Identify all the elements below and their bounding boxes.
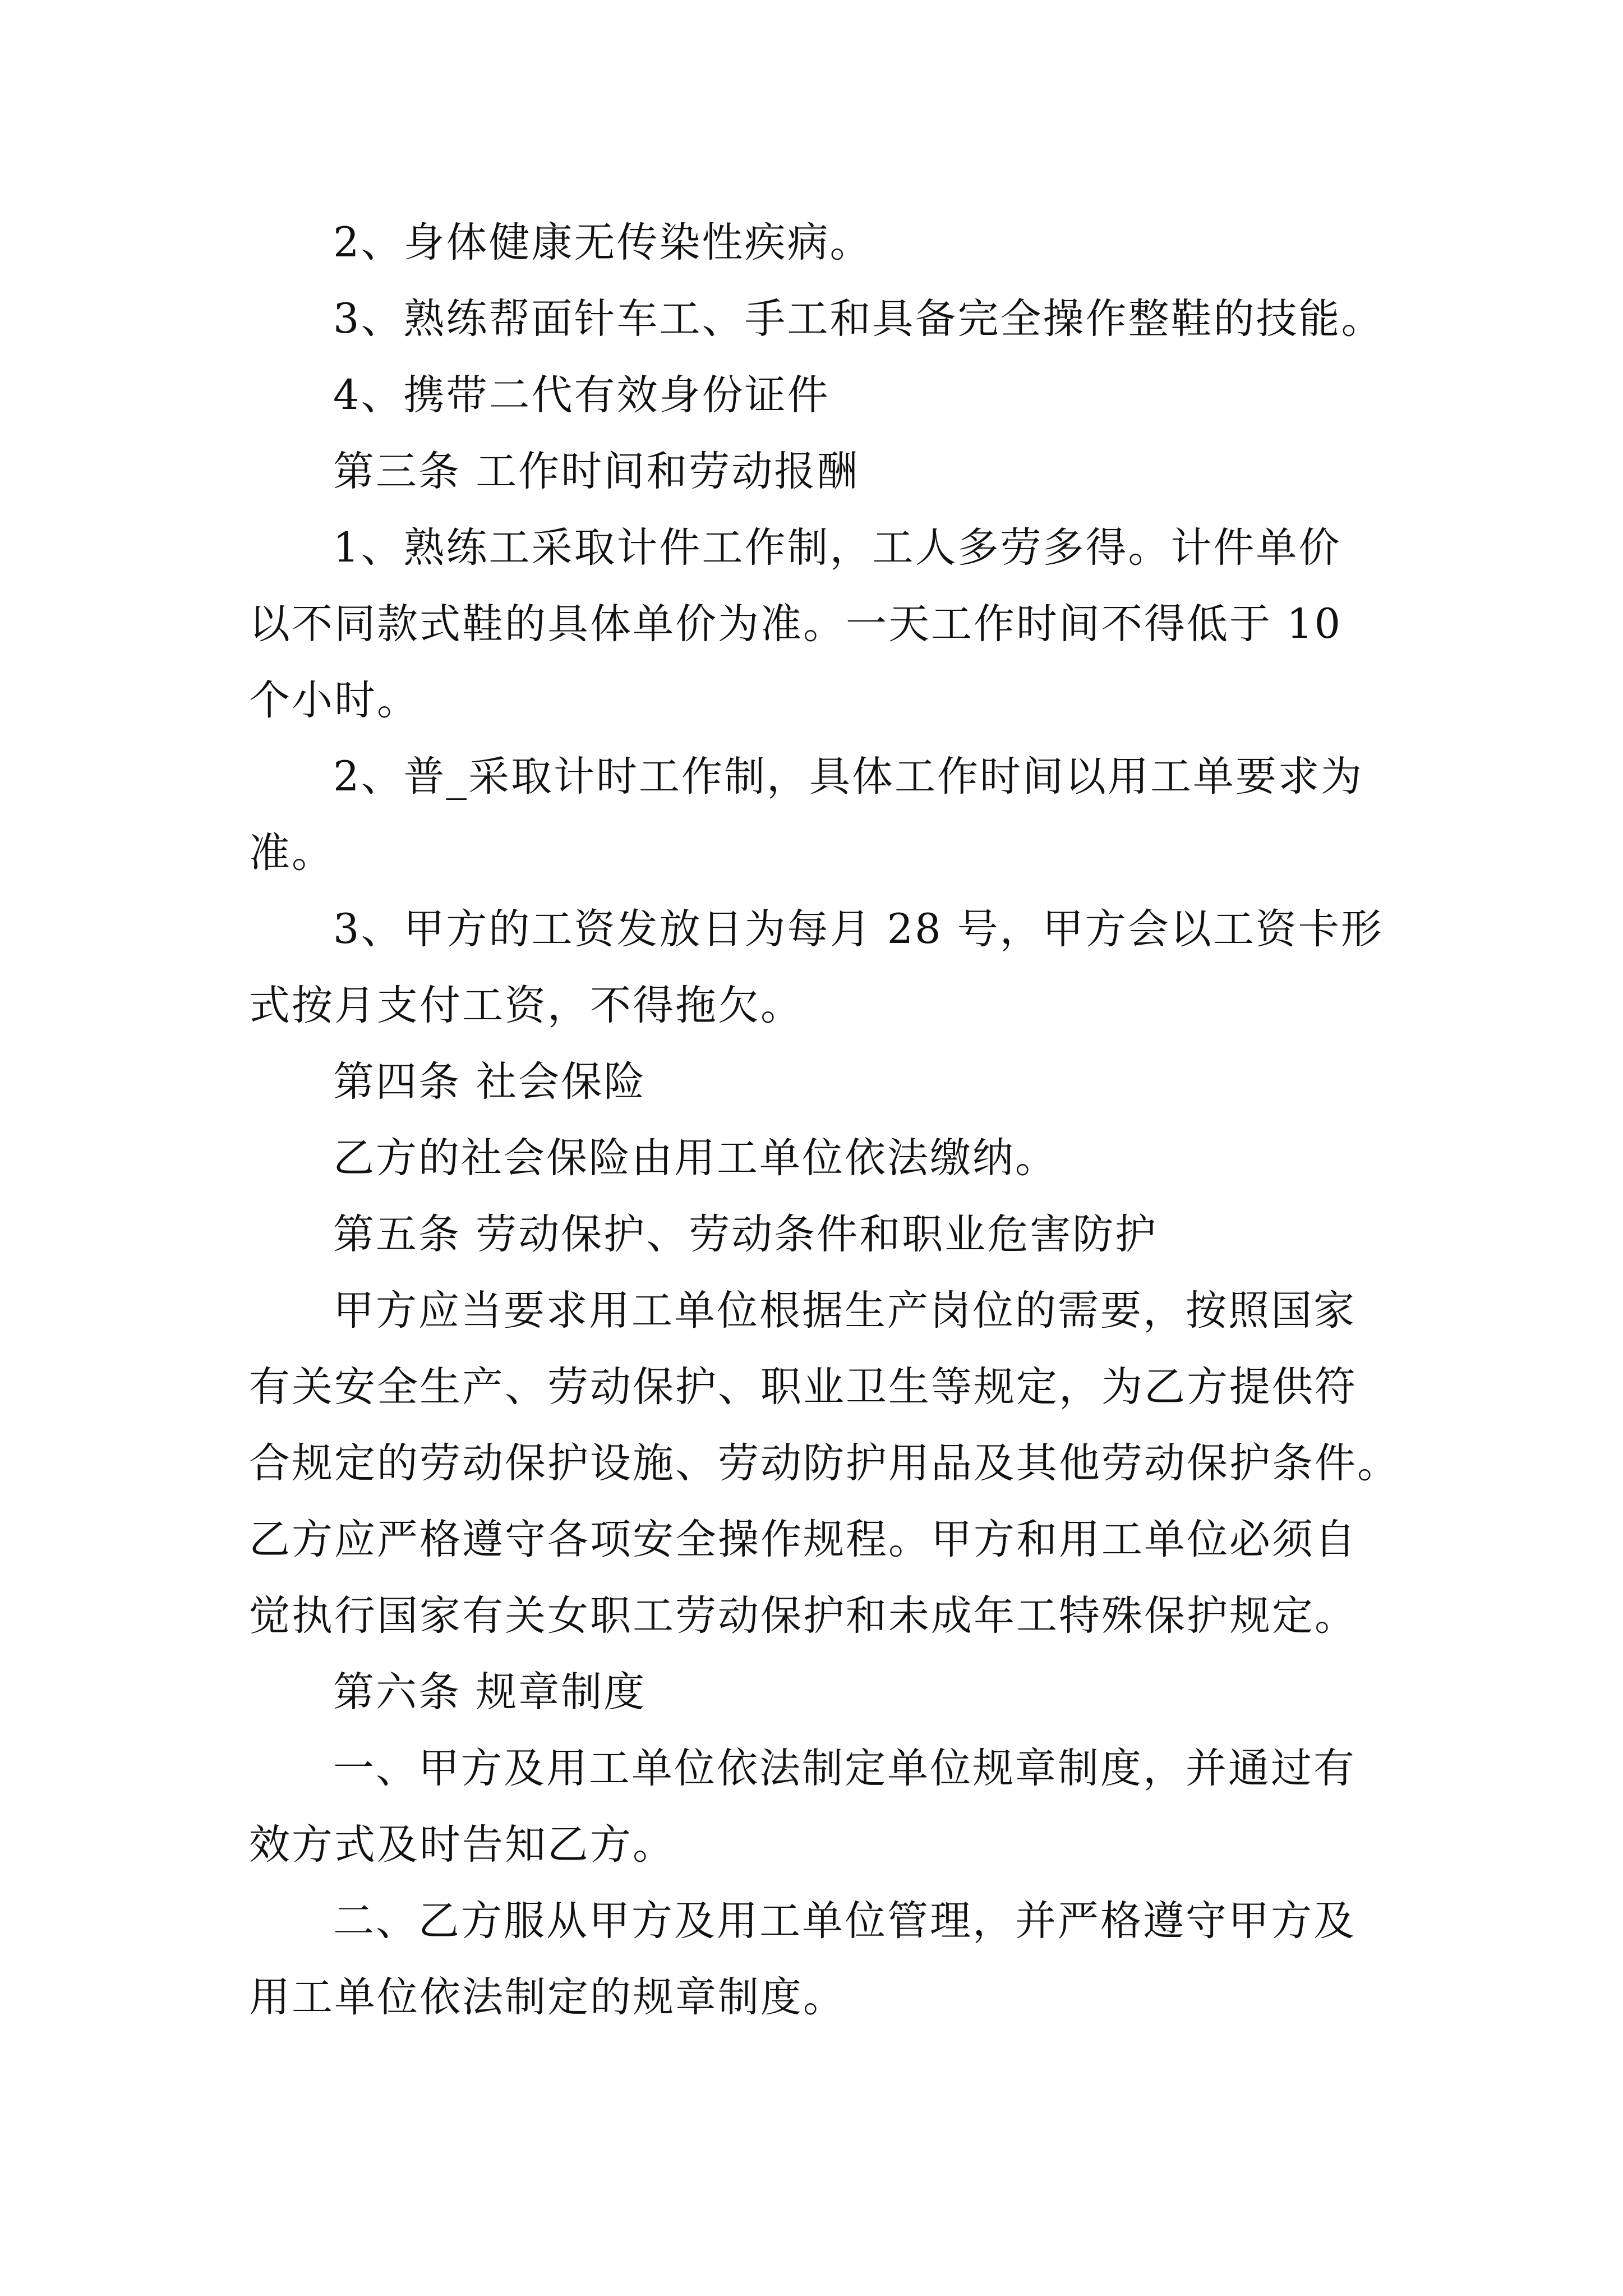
article-6-para-1-line-1: 一、甲方及用工单位依法制定单位规章制度，并通过有 [333, 1745, 1356, 1792]
article-3-para-2-line-2: 准。 [249, 829, 334, 877]
article-6-para-2-line-2: 用工单位依法制定的规章制度。 [249, 1973, 846, 2021]
article-3-para-3-line-2: 式按月支付工资，不得拖欠。 [249, 982, 803, 1029]
article-3-para-1-line-1: 1、熟练工采取计件工作制，工人多劳多得。计件单价 [333, 524, 1341, 572]
article-6-para-2-line-1: 二、乙方服从甲方及用工单位管理，并严格遵守甲方及 [333, 1897, 1356, 1945]
article-3-para-1-line-3: 个小时。 [249, 677, 419, 724]
article-3-heading: 第三条 工作时间和劳动报酬 [333, 448, 860, 495]
article-5-para-line-1: 甲方应当要求用工单位根据生产岗位的需要，按照国家 [333, 1287, 1356, 1335]
article-3-para-2-line-1: 2、普_采取计时工作制，具体工作时间以用工单要求为 [333, 753, 1363, 800]
article-5-para-line-5: 觉执行国家有关女职工劳动保护和未成年工特殊保护规定。 [249, 1592, 1357, 1640]
article-5-para-line-3: 合规定的劳动保护设施、劳动防护用品及其他劳动保护条件。 [249, 1439, 1400, 1487]
article-6-heading: 第六条 规章制度 [333, 1668, 647, 1716]
clause-2-health: 2、身体健康无传染性疾病。 [333, 219, 873, 266]
clause-4-id-card: 4、携带二代有效身份证件 [333, 371, 830, 419]
article-6-para-1-line-2: 效方式及时告知乙方。 [249, 1821, 675, 1869]
article-5-heading: 第五条 劳动保护、劳动条件和职业危害防护 [333, 1211, 1158, 1258]
article-5-para-line-2: 有关安全生产、劳动保护、职业卫生等规定，为乙方提供符 [249, 1363, 1357, 1411]
clause-3-skills: 3、熟练帮面针车工、手工和具备完全操作整鞋的技能。 [333, 295, 1384, 343]
article-5-para-line-4: 乙方应严格遵守各项安全操作规程。甲方和用工单位必须自 [249, 1516, 1357, 1563]
article-4-heading: 第四条 社会保险 [333, 1058, 647, 1106]
article-3-para-3-line-1: 3、甲方的工资发放日为每月 28 号，甲方会以工资卡形 [333, 905, 1384, 953]
article-3-para-1-line-2: 以不同款式鞋的具体单价为准。一天工作时间不得低于 10 [249, 600, 1343, 648]
article-4-para: 乙方的社会保险由用工单位依法缴纳。 [333, 1134, 1058, 1182]
